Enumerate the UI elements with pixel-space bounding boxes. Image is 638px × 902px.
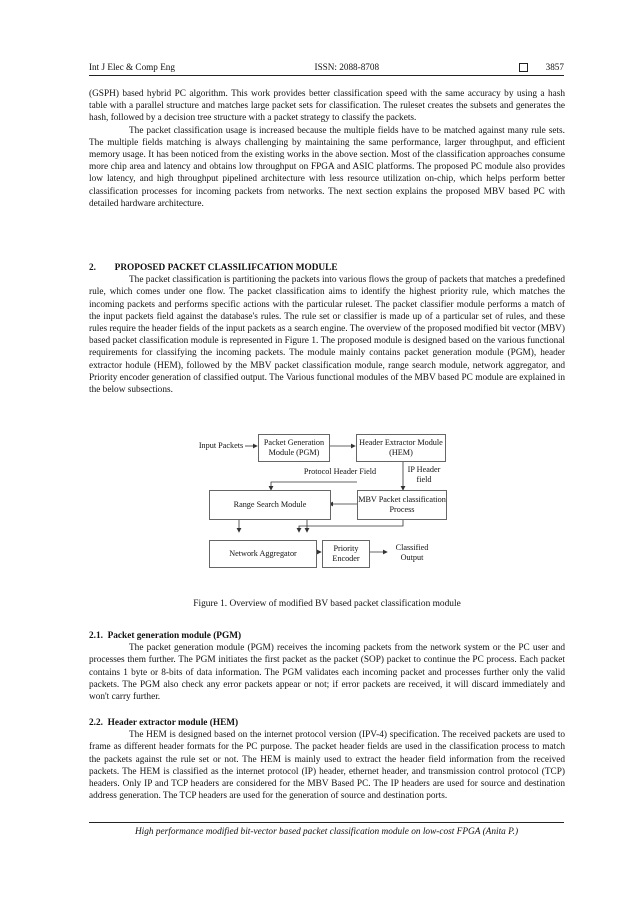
running-footer: High performance modified bit-vector based packet classification module on low-cost FPGA (Anita P.)	[89, 822, 564, 837]
arrow-protocol-to-range	[271, 482, 357, 490]
intro-paragraph-1: (GSPH) based hybrid PC algorithm. This work provides better classification speed with the same accuracy by using a hash table with a parallel structure and matches large packet sets for classification. The ruleset creates the subsets and generates the hash, followed by a decision tree structure with a packet strategy to classify the packets.	[89, 89, 565, 124]
journal-name: Int J Elec & Comp Eng	[89, 62, 175, 72]
section-2-heading	[89, 262, 565, 274]
issn: ISSN: 2088-8708	[314, 62, 380, 72]
input-packets-label: Input Packets	[198, 441, 244, 450]
intro-section	[89, 88, 565, 210]
ip-header-label: IP Header field	[407, 465, 441, 484]
section-2-2-paragraph: The HEM is designed based on the internet protocol version (IPV-4) specification. The received packets are used to frame as different header formats for the PC purpose. The packet header fields are used in the classification process to match the packets against the rule set or not. The HEM is mainly used to extract the header field information from the received packets. The HEM is classified as the internet protocol (IP) header, ethernet header, and transmission control protocol (TCP) headers. Only IP and TCP headers are considered for the MBV Based PC. The IP headers are used for source and destination address generation. The TCP headers are used for the generation of source and destination ports.	[89, 730, 565, 802]
mbv-box: MBV Packet classification Process	[357, 490, 447, 520]
section-2-title: PROPOSED PACKET CLASSILIFCATION MODULE	[114, 263, 338, 273]
section-2-2	[89, 717, 565, 802]
section-2-paragraph: The packet classification is partitioning the packets into various flows the group of packets that matches a predefined rule, which comes under one flow. The packet classification aims to identify the highest priority rule, which matches the incoming packets and performs specific actions with the particular ruleset. The packet classifier module performs a match of the input packets field against the database's rules. The rule set or classifier is made up of a particular set of rules, and these rules require the header fields of the input packets as a search engine. The overview of the proposed modified bit vector (MBV) based packet classification module is represented in Figure 1. The proposed module is designed based on the various functional requirements for classifying the incoming packets. The module mainly contains packet generation module (PGM), header extractor hodule (HEM), followed by the MBV packet classification module, range search module, network aggregator, and Priority encoder generation of classified output. The Various functional modules of the MBV based PC module are explained in the below subsections.	[89, 275, 565, 396]
section-2-1	[89, 630, 565, 703]
page-number-group	[519, 62, 564, 72]
protocol-header-label: Protocol Header Field	[303, 467, 377, 476]
arrow-mbv-to-aggregator	[299, 518, 403, 532]
hem-box: Header Extractor Module (HEM)	[356, 434, 446, 462]
checkbox-icon	[519, 63, 528, 72]
running-header	[89, 62, 564, 76]
page-number: 3857	[545, 62, 564, 72]
network-aggregator-box: Network Aggregator	[209, 540, 317, 568]
section-2-1-heading: 2.1. Packet generation module (PGM)	[89, 631, 242, 641]
section-2-number: 2.	[89, 263, 96, 273]
section-2-2-heading: 2.2. Header extractor module (HEM)	[89, 718, 239, 728]
figure-1-caption: Figure 1. Overview of modified BV based packet classification module	[193, 599, 461, 609]
section-2-1-paragraph: The packet generation module (PGM) receives the incoming packets from the network system or the PC user and processes them further. The PGM initiates the first packet as the packet (SOP) packet to continue the PC process. Each packet contains 1 byte or 8-bits of data information. The PGM validates each incoming packet and processes further only the valid packets. The PGM also check any error packets appear or not; if error packets are received, it will discard immediately and won't carry further.	[89, 643, 565, 703]
range-search-box: Range Search Module	[209, 490, 331, 520]
section-2	[89, 262, 565, 396]
priority-encoder-box: Priority Encoder	[322, 540, 370, 568]
figure-1-diagram	[89, 434, 565, 576]
intro-paragraph-2: The packet classification usage is increased because the multiple fields have to be matched against many rule sets. The multiple fields matching is always challenging by maintaining the same performance, larger throughput, and efficient memory usage. It has been noticed from the existing works in the above section. Most of the classification approaches consume more chip area and latency and obtains low throughput on FPGA and ASIC platforms. The proposed PC module also provides low latency, and high throughput pipelined architecture with less resource utilization on-chip, which helps perform better classification processes for incoming packets from networks. The next section explains the proposed MBV based PC with detailed hardware architecture.	[89, 125, 565, 209]
pgm-box: Packet Generation Module (PGM)	[258, 434, 330, 462]
classified-output-label: Classified Output	[395, 543, 429, 562]
